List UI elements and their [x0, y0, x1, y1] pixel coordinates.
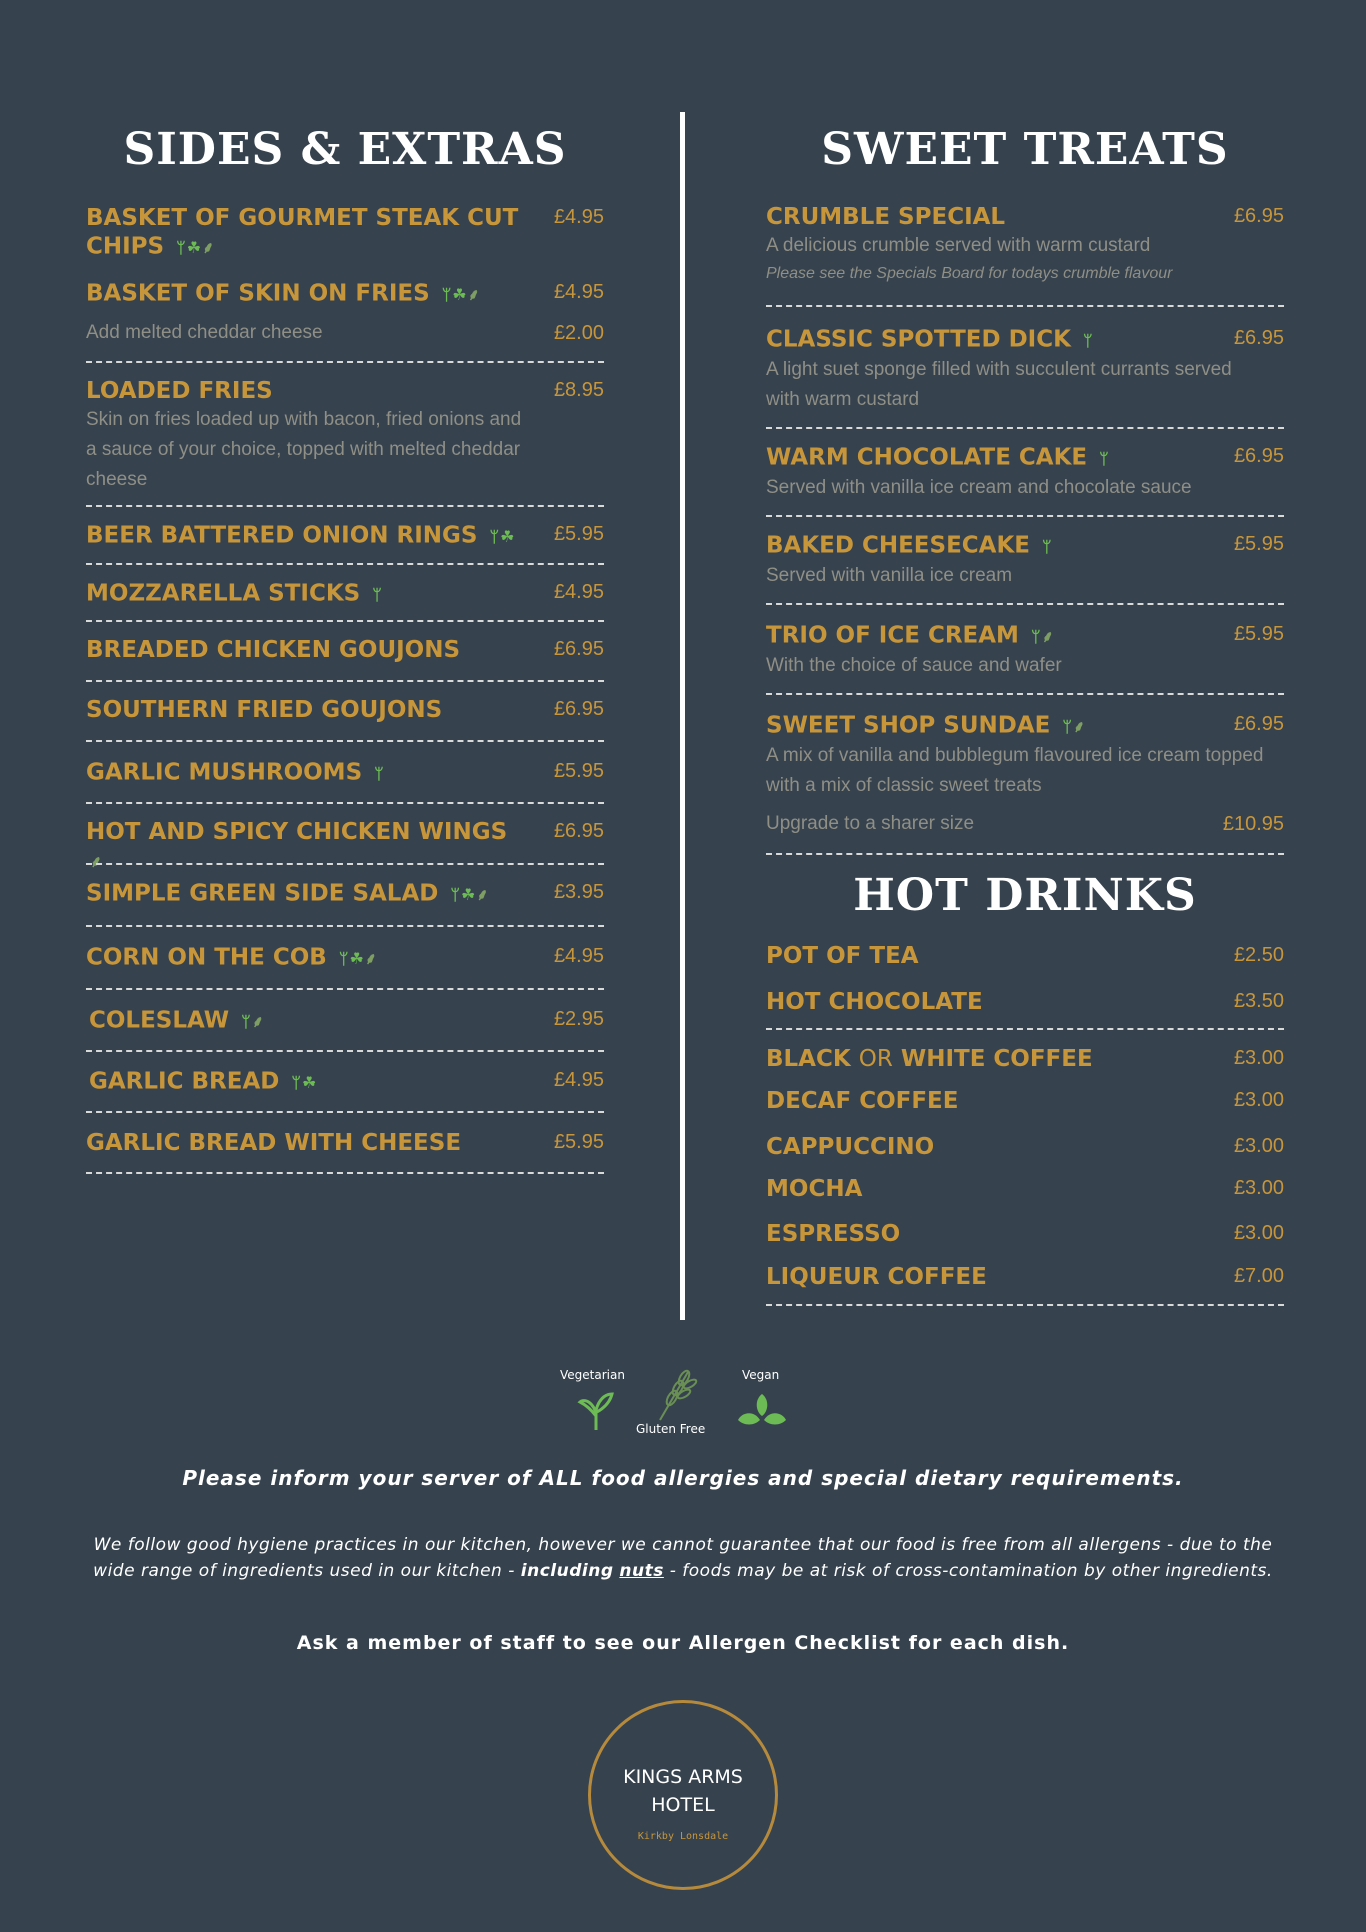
menu-item — [86, 204, 604, 262]
item-price: £4.95 — [553, 945, 604, 967]
diet-icons — [90, 846, 103, 876]
menu-item — [86, 758, 604, 788]
hygiene-including: including — [520, 1561, 614, 1581]
menu-item — [766, 531, 1284, 591]
item-name: BREADED CHICKEN GOUJONS — [86, 637, 461, 663]
diet-icons — [241, 1006, 265, 1036]
sprout-icon: ᛘ — [374, 764, 384, 783]
extra-option — [766, 813, 1284, 835]
item-price: £5.95 — [1233, 533, 1284, 555]
menu-item — [86, 1129, 604, 1157]
sprout-icon: ᛘ — [450, 885, 460, 904]
diet-icons — [291, 1067, 317, 1097]
dashed-divider — [86, 1172, 604, 1174]
item-name: MOZZARELLA STICKS — [86, 580, 361, 607]
item-description: A mix of vanilla and bubblegum flavoured ice cream topped with a mix of classic sweet treats — [766, 745, 1264, 796]
diet-icons — [1031, 621, 1055, 651]
item-name: SIMPLE GREEN SIDE SALAD — [86, 880, 439, 907]
diet-icons — [450, 879, 489, 909]
sprout-icon: ᛘ — [441, 285, 452, 304]
item-price: £6.95 — [553, 698, 604, 720]
dashed-divider — [86, 925, 604, 927]
item-name: LIQUEUR COFFEE — [766, 1264, 987, 1290]
wheat-icon: ⸙ — [202, 238, 215, 257]
dashed-divider — [86, 863, 604, 865]
menu-item — [86, 1067, 604, 1097]
sprout-icon: ᛘ — [1099, 449, 1109, 468]
dashed-divider — [86, 740, 604, 742]
item-name: CORN ON THE COB — [86, 944, 327, 971]
item-name: CAPPUCCINO — [766, 1134, 935, 1160]
sprout-icon: ᛘ — [1082, 331, 1093, 350]
item-description: Served with vanilla ice cream — [766, 565, 1013, 586]
item-price: £6.95 — [553, 638, 604, 660]
menu-item — [766, 325, 1284, 415]
menu-item — [766, 988, 1284, 1016]
sprout-icon: ᛘ — [489, 527, 500, 546]
menu-item — [86, 818, 604, 876]
drinks-title: HOT DRINKS — [853, 870, 1197, 921]
item-price: £3.00 — [1233, 1222, 1284, 1244]
item-name: SOUTHERN FRIED GOUJONS — [86, 697, 443, 723]
item-name: HOT CHOCOLATE — [766, 989, 983, 1015]
wheat-icon: ⸙ — [476, 885, 489, 904]
allergy-notice: Please inform your server of ALL food allergies and special dietary requirements. — [182, 1466, 1184, 1490]
diet-icons — [1083, 325, 1094, 355]
item-price: £6.95 — [1233, 713, 1284, 735]
leaves-icon: ☘ — [500, 527, 515, 546]
dashed-divider — [766, 603, 1284, 605]
checklist-notice: Ask a member of staff to see our Allergen Checklist for each dish. — [296, 1632, 1070, 1654]
dashed-divider — [86, 361, 604, 363]
menu-item — [86, 636, 604, 664]
logo-place: Kirkby Lonsdale — [637, 1831, 729, 1842]
diet-icons — [1099, 443, 1110, 473]
legend-gluten-free-label: Gluten Free — [636, 1422, 706, 1436]
logo-name-line1: KINGS ARMS — [623, 1766, 743, 1788]
menu-item — [86, 579, 604, 609]
wheat-icon: ⸙ — [467, 285, 480, 304]
diet-icons — [176, 232, 215, 262]
item-price: £3.95 — [553, 881, 604, 903]
sprout-icon: ᛘ — [1030, 627, 1041, 646]
menu-item — [86, 696, 604, 724]
item-name: ESPRESSO — [766, 1221, 901, 1247]
item-description: Served with vanilla ice cream and chocolate sauce — [766, 477, 1192, 498]
hygiene-notice — [0, 1532, 1366, 1584]
menu-item — [86, 521, 604, 551]
item-name: GARLIC BREAD WITH CHEESE — [86, 1130, 462, 1156]
item-name: SWEET SHOP SUNDAE — [766, 712, 1051, 739]
item-name: TRIO OF ICE CREAM — [766, 622, 1019, 649]
hygiene-nuts: nuts — [619, 1561, 664, 1581]
menu-item — [86, 377, 604, 495]
dashed-divider — [766, 515, 1284, 517]
item-price: £5.95 — [553, 1131, 604, 1153]
leaves-icon: ☘ — [301, 1073, 317, 1092]
item-price: £6.95 — [1233, 205, 1284, 227]
leaves-icon: ☘ — [460, 885, 476, 904]
wheat-icon: ⸙ — [90, 852, 103, 871]
item-name: BASKET OF SKIN ON FRIES — [86, 280, 430, 307]
dashed-divider — [766, 853, 1284, 855]
logo-name-line2: HOTEL — [651, 1794, 715, 1816]
dashed-divider — [86, 563, 604, 565]
diet-icons — [339, 943, 378, 973]
item-description: Skin on fries loaded up with bacon, fried onions and a sauce of your choice, topped with melted cheddar cheese — [86, 409, 522, 490]
menu-item — [766, 1220, 1284, 1248]
menu-item — [766, 1087, 1284, 1115]
item-name: GARLIC BREAD — [89, 1068, 280, 1095]
sprout-icon: ᛘ — [1062, 717, 1073, 736]
column-divider — [680, 112, 685, 1320]
item-price: £4.95 — [553, 281, 604, 303]
item-name: HOT AND SPICY CHICKEN WINGS — [86, 819, 508, 845]
diet-icons — [372, 579, 383, 609]
menu-item — [766, 1133, 1284, 1161]
dashed-divider — [766, 1028, 1284, 1030]
dashed-divider — [766, 305, 1284, 307]
item-description: A light suet sponge filled with succulent currants served with warm custard — [766, 359, 1232, 410]
item-name: MOCHA — [766, 1176, 863, 1202]
item-price: £2.50 — [1233, 944, 1284, 966]
item-price: £3.00 — [1233, 1177, 1284, 1199]
item-note: Please see the Specials Board for todays crumble flavour — [766, 265, 1173, 282]
legend-vegan-label: Vegan — [742, 1368, 780, 1382]
item-price: £3.00 — [1233, 1135, 1284, 1157]
item-name: LOADED FRIES — [86, 378, 273, 404]
extra-price: £10.95 — [1222, 813, 1284, 835]
item-price: £2.95 — [553, 1008, 604, 1030]
sprout-icon — [576, 1388, 616, 1432]
menu-item — [766, 1175, 1284, 1203]
sprout-icon: ᛘ — [338, 949, 349, 968]
item-price: £8.95 — [553, 379, 604, 401]
dashed-divider — [86, 1111, 604, 1113]
item-description: A delicious crumble served with warm custard — [766, 235, 1151, 256]
item-price: £5.95 — [1233, 623, 1284, 645]
item-name: CLASSIC SPOTTED DICK — [766, 326, 1071, 353]
sweets-title: SWEET TREATS — [821, 124, 1229, 175]
sprout-icon: ᛘ — [176, 238, 186, 257]
item-name-black: BLACK — [766, 1046, 851, 1072]
menu-item — [766, 621, 1284, 681]
dashed-divider — [86, 680, 604, 682]
item-price: £4.95 — [553, 1069, 604, 1091]
wheat-icon: ⸙ — [251, 1012, 264, 1031]
item-price: £6.95 — [1233, 445, 1284, 467]
hygiene-text-b: - foods may be at risk of cross-contamination by other ingredients. — [663, 1561, 1273, 1581]
dashed-divider — [766, 427, 1284, 429]
item-price: £3.50 — [1233, 990, 1284, 1012]
hotel-logo — [588, 1700, 778, 1890]
menu-item — [86, 279, 604, 309]
menu-item — [86, 879, 604, 909]
leaves-icon: ☘ — [349, 949, 364, 968]
item-price: £4.95 — [553, 206, 604, 228]
wheat-icon — [654, 1366, 698, 1422]
sides-title: SIDES & EXTRAS — [123, 124, 567, 175]
dashed-divider — [86, 620, 604, 622]
extra-option — [86, 322, 604, 344]
wheat-icon: ⸙ — [1073, 717, 1086, 736]
menu-item — [766, 203, 1284, 287]
item-price: £7.00 — [1233, 1265, 1284, 1287]
item-price: £3.00 — [1233, 1047, 1284, 1069]
leaves-icon: ☘ — [186, 238, 202, 257]
item-name-or: OR — [858, 1046, 893, 1072]
menu-item — [766, 1263, 1284, 1291]
hygiene-text-a: We follow good hygiene practices in our kitchen, however we cannot guarantee that our food is free from all allergens - due to the wide range of ingredients used in our kitchen - — [93, 1535, 1273, 1581]
diet-icons — [1062, 711, 1086, 741]
menu-item — [766, 942, 1284, 970]
item-price: £6.95 — [553, 820, 604, 842]
diet-icons — [1042, 531, 1053, 561]
wheat-icon: ⸙ — [364, 949, 377, 968]
item-name: BASKET OF GOURMET STEAK CUT CHIPS — [86, 205, 519, 260]
extra-price: £2.00 — [553, 322, 604, 344]
diet-icons — [490, 521, 516, 551]
item-name: BAKED CHEESECAKE — [766, 532, 1031, 559]
item-name-white: WHITE COFFEE — [900, 1046, 1093, 1072]
item-price: £5.95 — [553, 523, 604, 545]
sprout-icon: ᛘ — [1042, 537, 1052, 556]
diet-icons — [442, 279, 481, 309]
item-price: £4.95 — [553, 581, 604, 603]
dashed-divider — [766, 693, 1284, 695]
dashed-divider — [86, 1050, 604, 1052]
legend-vegetarian-label: Vegetarian — [560, 1368, 625, 1382]
item-name: POT OF TEA — [766, 943, 919, 969]
item-price: £5.95 — [553, 760, 604, 782]
menu-item — [86, 1006, 604, 1036]
item-name: CRUMBLE SPECIAL — [766, 204, 1006, 230]
item-name: COLESLAW — [89, 1007, 230, 1034]
item-name: GARLIC MUSHROOMS — [86, 759, 363, 786]
diet-icons — [374, 758, 385, 788]
sprout-icon: ᛘ — [291, 1073, 301, 1092]
menu-item — [766, 711, 1284, 801]
wheat-icon: ⸙ — [1041, 627, 1054, 646]
menu-item — [766, 443, 1284, 503]
item-price: £3.00 — [1233, 1089, 1284, 1111]
extra-label: Add melted cheddar cheese — [86, 322, 323, 343]
dashed-divider — [86, 505, 604, 507]
dashed-divider — [766, 1304, 1284, 1306]
item-name: DECAF COFFEE — [766, 1088, 959, 1114]
leaves-icon: ☘ — [452, 285, 467, 304]
item-name: BEER BATTERED ONION RINGS — [86, 522, 478, 549]
dashed-divider — [86, 802, 604, 804]
sprout-icon: ᛘ — [372, 585, 382, 604]
menu-item — [86, 943, 604, 973]
item-name: WARM CHOCOLATE CAKE — [766, 444, 1088, 471]
dietary-legend — [550, 1360, 820, 1440]
item-description: With the choice of sauce and wafer — [766, 655, 1062, 676]
dashed-divider — [86, 988, 604, 990]
item-price: £6.95 — [1233, 327, 1284, 349]
leaves-icon — [736, 1390, 788, 1430]
extra-label: Upgrade to a sharer size — [766, 813, 975, 834]
menu-item — [766, 1045, 1284, 1073]
sprout-icon: ᛘ — [241, 1012, 251, 1031]
